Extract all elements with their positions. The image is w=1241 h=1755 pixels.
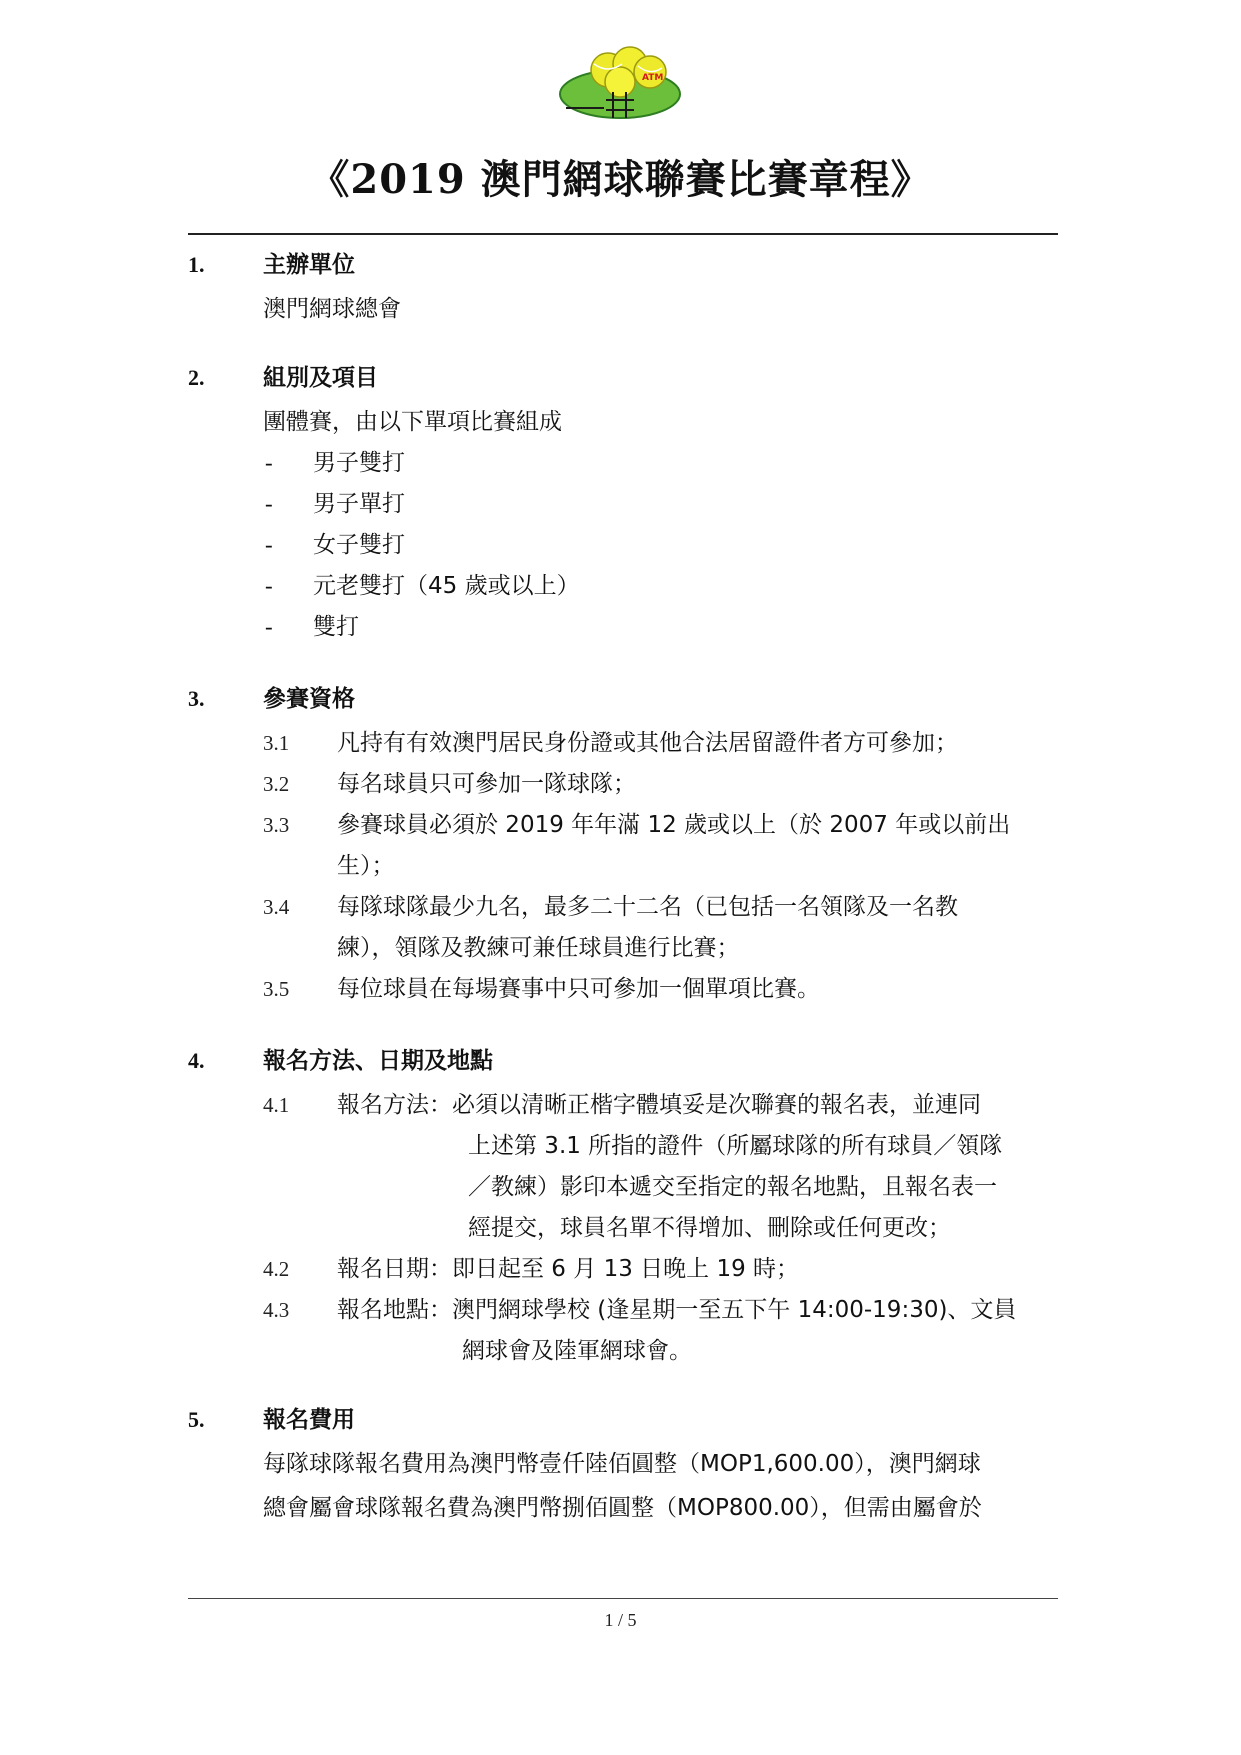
- paragraph: 總會屬會球隊報名費為澳門幣捌佰圓整（MOP800.00），但需由屬會於: [263, 1495, 982, 1521]
- dash-bullet: -: [265, 573, 273, 598]
- clause-number: 3.2: [263, 772, 290, 796]
- footer-divider: [188, 1598, 1058, 1599]
- clause-text: 練），領隊及教練可兼任球員進行比賽；: [337, 935, 740, 961]
- section-number: 4.: [188, 1048, 205, 1073]
- paragraph: 團體賽，由以下單項比賽組成: [263, 409, 562, 435]
- section-number: 5.: [188, 1407, 205, 1432]
- clause-text: 經提交，球員名單不得增加、刪除或任何更改；: [468, 1215, 951, 1241]
- tennis-balls-logo: [558, 42, 688, 122]
- clause-text: 參賽球員必須於 2019 年年滿 12 歲或以上（於 2007 年或以前出: [337, 812, 1011, 838]
- list-item-text: 女子雙打: [313, 532, 405, 558]
- header-divider: [188, 233, 1058, 235]
- list-item-text: 元老雙打（45 歲或以上）: [313, 573, 580, 599]
- clause-text: 報名方法：必須以清晰正楷字體填妥是次聯賽的報名表，並連同: [337, 1092, 981, 1118]
- section-heading: 報名費用: [263, 1407, 355, 1433]
- clause-text: 每隊球隊最少九名，最多二十二名（已包括一名領隊及一名教: [337, 894, 958, 920]
- paragraph: 每隊球隊報名費用為澳門幣壹仟陸佰圓整（MOP1,600.00），澳門網球: [263, 1451, 981, 1477]
- section-heading: 報名方法、日期及地點: [263, 1048, 493, 1074]
- clause-number: 3.5: [263, 977, 290, 1001]
- dash-bullet: -: [265, 614, 273, 639]
- section-heading: 組別及項目: [263, 365, 378, 391]
- clause-text: 每位球員在每場賽事中只可參加一個單項比賽。: [337, 976, 820, 1002]
- clause-text: 每名球員只可參加一隊球隊；: [337, 771, 636, 797]
- clause-number: 3.3: [263, 813, 290, 837]
- clause-text: 網球會及陸軍網球會。: [462, 1338, 692, 1364]
- logo-text: ATM: [642, 73, 664, 83]
- clause-text: 上述第 3.1 所指的證件（所屬球隊的所有球員／領隊: [468, 1133, 1003, 1159]
- clause-text: 報名地點：澳門網球學校 (逢星期一至五下午 14:00-19:30)、文員: [337, 1297, 1017, 1323]
- section-heading: 主辦單位: [263, 252, 355, 278]
- clause-text: 凡持有有效澳門居民身份證或其他合法居留證件者方可參加；: [337, 730, 958, 756]
- dash-bullet: -: [265, 491, 273, 516]
- dash-bullet: -: [265, 532, 273, 557]
- clause-text: 生）；: [337, 853, 395, 879]
- clause-number: 4.3: [263, 1298, 290, 1322]
- clause-number: 3.4: [263, 895, 290, 919]
- list-item-text: 男子單打: [313, 491, 405, 517]
- page-number: 1 / 5: [604, 1610, 637, 1630]
- clause-number: 4.2: [263, 1257, 290, 1281]
- clause-text: ／教練）影印本遞交至指定的報名地點，且報名表一: [468, 1174, 997, 1200]
- list-item-text: 男子雙打: [313, 450, 405, 476]
- clause-text: 報名日期：即日起至 6 月 13 日晚上 19 時；: [337, 1256, 800, 1282]
- section-number: 1.: [188, 252, 205, 277]
- paragraph: 澳門網球總會: [263, 296, 401, 322]
- list-item-text: 雙打: [313, 614, 359, 640]
- page-title: 《2019 澳門網球聯賽比賽章程》: [309, 156, 932, 203]
- clause-number: 4.1: [263, 1093, 290, 1117]
- section-number: 2.: [188, 365, 205, 390]
- section-heading: 參賽資格: [263, 686, 355, 712]
- clause-number: 3.1: [263, 731, 290, 755]
- section-number: 3.: [188, 686, 205, 711]
- dash-bullet: -: [265, 450, 273, 475]
